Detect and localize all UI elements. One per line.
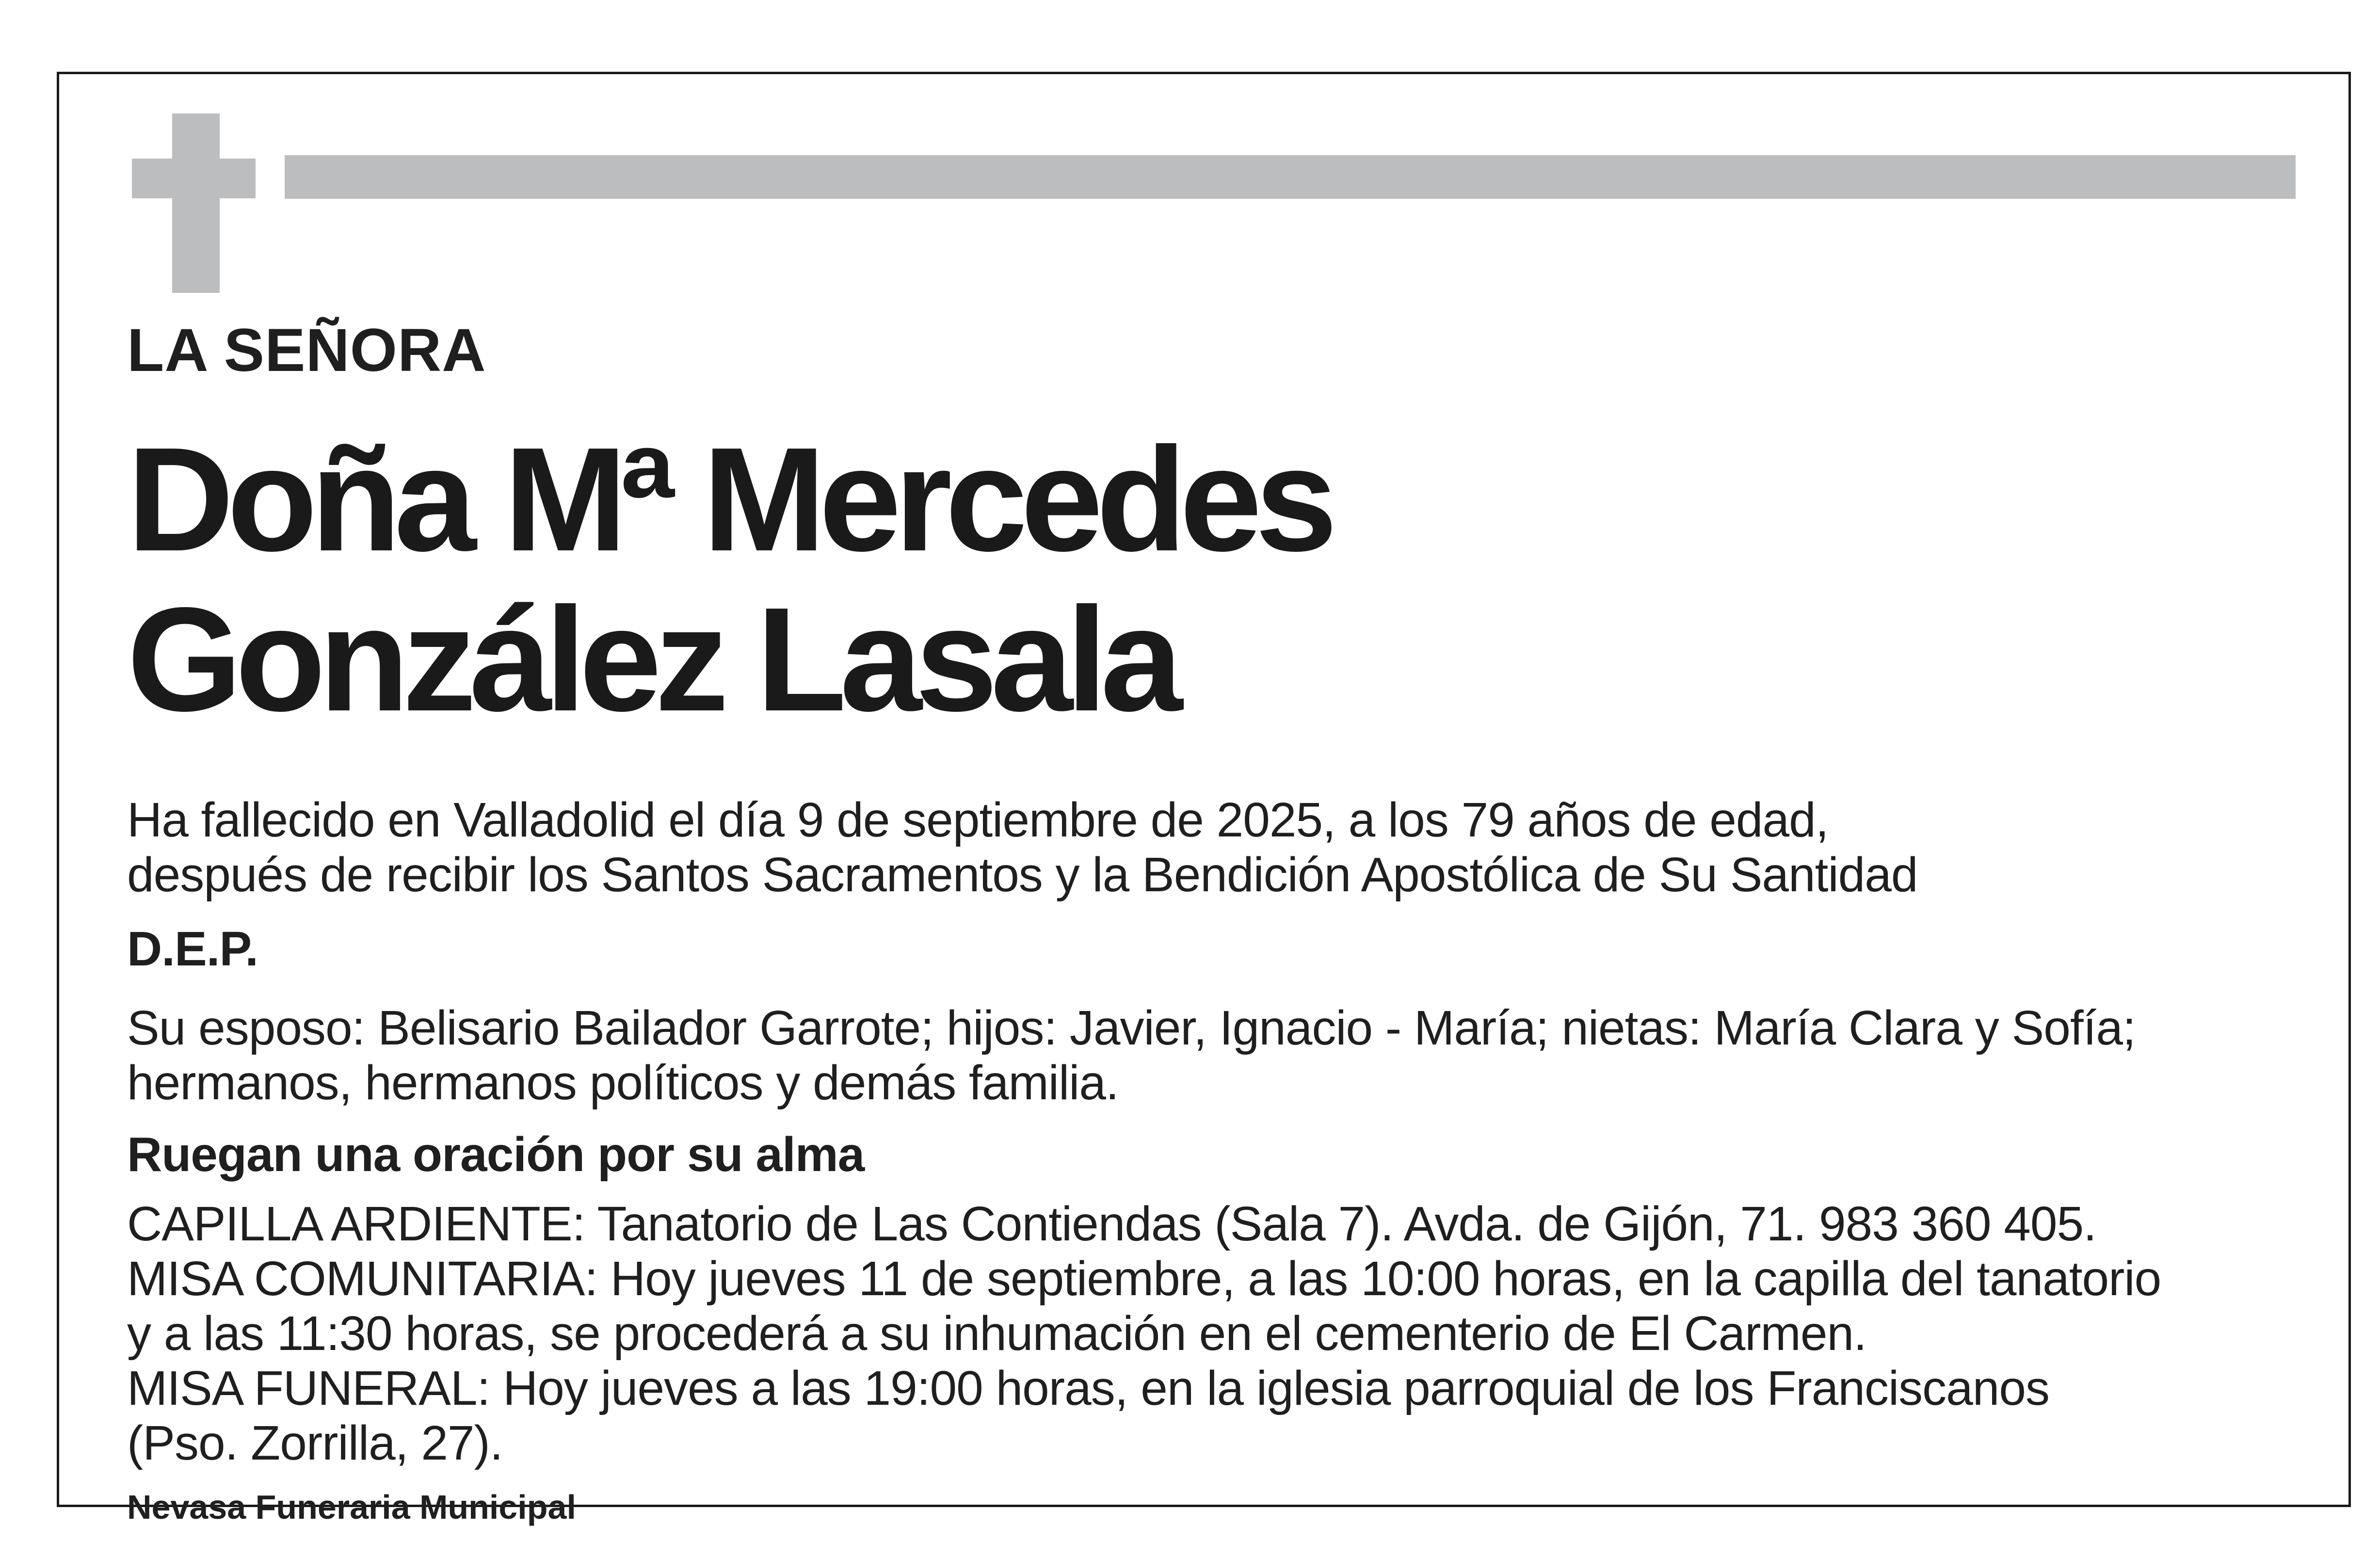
service-line: CAPILLA ARDIENTE: Tanatorio de Las Contiendas (Sala 7). Avda. de Gijón, 71. 983 360 405. xyxy=(127,1197,2096,1251)
service-line: MISA COMUNITARIA: Hoy jueves 11 de septiembre, a las 10:00 horas, en la capilla del tanatorio xyxy=(127,1252,2161,1306)
service-line: y a las 11:30 horas, se procederá a su inhumación en el cementerio de El Carmen. xyxy=(127,1306,1866,1361)
death-announcement xyxy=(127,793,2338,902)
notice-content xyxy=(127,317,2338,1526)
funeral-home: Nevasa Funeraria Municipal xyxy=(127,1488,576,1526)
cross-vertical-bar xyxy=(172,113,220,293)
service-line: (Pso. Zorrilla, 27). xyxy=(127,1416,503,1470)
cross-horizontal-bar xyxy=(132,159,256,198)
service-details xyxy=(127,1197,2338,1471)
title-label: LA SEÑORA xyxy=(127,317,486,384)
dep-label: D.E.P. xyxy=(127,922,258,976)
family-line-1: Su esposo: Belisario Bailador Garrote; hijos: Javier, Ignacio - María; nietas: María Clara y Sofía; xyxy=(127,1001,2136,1055)
header-rule xyxy=(285,155,2296,199)
prayer-request: Ruegan una oración por su alma xyxy=(127,1127,865,1182)
deceased-name xyxy=(127,417,2338,742)
family-line-2: hermanos, hermanos políticos y demás familia. xyxy=(127,1056,1119,1110)
family-list xyxy=(127,1001,2338,1110)
announcement-line-2: después de recibir los Santos Sacramentos y la Bendición Apostólica de Su Santidad xyxy=(127,848,1918,902)
service-line: MISA FUNERAL: Hoy jueves a las 19:00 horas, en la iglesia parroquial de los Franciscanos xyxy=(127,1361,2050,1415)
announcement-line-1: Ha fallecido en Valladolid el día 9 de septiembre de 2025, a los 79 años de edad, xyxy=(127,793,1829,847)
deceased-name-line-1: Doña Mª Mercedes xyxy=(127,417,1331,582)
deceased-name-line-2: González Lasala xyxy=(127,577,1176,742)
